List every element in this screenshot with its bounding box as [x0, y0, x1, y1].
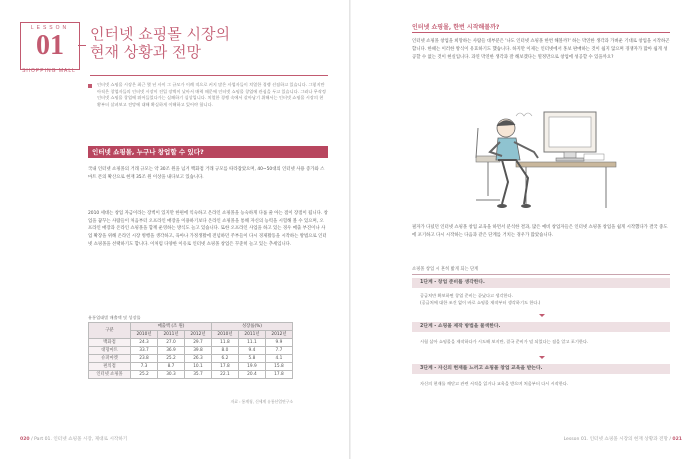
- table-cell: 29.7: [184, 339, 211, 347]
- step-1-body: [420, 292, 660, 306]
- step-3-line-1: 자신의 현재를 깨닫고 관련 서적을 읽거나 교육을 받으며 처음부터 다시 시작한다.: [420, 381, 569, 386]
- lesson-word: LESSON: [30, 25, 70, 31]
- step-1-header: [412, 278, 670, 288]
- table-row-label: 대형마트: [89, 347, 131, 355]
- table-row: [89, 363, 293, 371]
- left-footer-text: / Part 01. 인터넷 쇼핑몰 시장, 제대로 시작하기: [31, 437, 128, 442]
- table-cell: 17.8: [211, 363, 238, 371]
- table-cell: 20.4: [238, 371, 265, 379]
- table-cell: 7.7: [265, 347, 292, 355]
- table-cell: 8.7: [158, 363, 185, 371]
- table-row-label: 슈퍼마켓: [89, 355, 131, 363]
- steps-caption: 쇼핑몰 창업 시 흔히 밟게 되는 단계: [412, 267, 479, 272]
- title-rule: [90, 75, 328, 76]
- sales-table: [88, 322, 293, 379]
- right-paragraph-2: 필자가 다녔던 인터넷 쇼핑몰 창업 교육을 하면서 분석한 결과, 많은 예비 창업자들은 인터넷 쇼핑몰 창업을 쉽게 시작했다가 결국 중도에 포기하고 다시 시작하는 다음과 같은 단계를 거치는 경우가 많았습니다.: [412, 225, 668, 238]
- table-year: 2010년: [211, 331, 238, 339]
- table-cell: 6.2: [211, 355, 238, 363]
- table-row: [89, 355, 293, 363]
- table-cell: 30.3: [158, 371, 185, 379]
- table-caption: 유통업태별 매출액 및 성장률: [88, 315, 141, 320]
- left-page-number: 020: [20, 437, 30, 442]
- table-cell: 19.9: [238, 363, 265, 371]
- table-header-growth: 성장률(%): [211, 323, 292, 331]
- left-footer: [20, 436, 127, 442]
- lesson-number: 01: [36, 30, 64, 61]
- step-2-body: [420, 338, 660, 345]
- step-1-title: 1단계 - 창업 준비를 생각한다.: [420, 280, 485, 285]
- right-footer: [564, 436, 682, 442]
- right-paragraph-1: 인터넷 쇼핑몰 창업을 희망하는 사람들 대부분은 '나도 인터넷 쇼핑몰 한번 해볼까?' 하는 막연한 생각과 가벼운 기대로 창업을 시작하곤 합니다. 한때는 이러한 방식이 유효하기도 했습니다. 하지만 이제는 인터넷에서 홍보 판매하는 것이 쉽지 않으며 경쟁자가 많아 쉽게 성공할 수 없는 것이 현실입니다. 과연 막연한 생각과 잘 해보겠다는 열정만으로 창업에 성공할 수 있을까요?: [412, 39, 670, 60]
- lesson-title-line-1: 인터넷 쇼핑몰 시장의: [90, 25, 230, 43]
- table-row: [89, 371, 293, 379]
- step-3-title: 3단계 - 자신의 현재를 느끼고 쇼핑몰 창업 교육을 받는다.: [420, 366, 543, 371]
- table-body: [89, 339, 293, 379]
- table-cell: 10.1: [184, 363, 211, 371]
- table-cell: 5.8: [238, 355, 265, 363]
- table-cell: 25.2: [158, 355, 185, 363]
- table-cell: 33.7: [131, 347, 158, 355]
- table-cell: 11.1: [238, 339, 265, 347]
- lesson-label: SHOPPING MALL: [22, 68, 76, 74]
- table-header-type: 구분: [89, 323, 131, 339]
- table-cell: 9.4: [238, 347, 265, 355]
- man-at-desk-illustration-icon: [446, 108, 626, 212]
- table-cell: 39.8: [184, 347, 211, 355]
- table-cell: 35.7: [184, 371, 211, 379]
- step-2-title: 2단계 - 쇼핑몰 제작 방법을 물색한다.: [420, 324, 501, 329]
- table-row-label: 편의점: [89, 363, 131, 371]
- step-arrow-icon: [539, 356, 545, 359]
- table-cell: 25.2: [131, 371, 158, 379]
- step-2-line-1: 시험 삼아 쇼핑몰을 제작하다가 시도해 보지만, 결국 준비가 덜 되었다는 점을 알고 포기한다.: [420, 339, 589, 344]
- table-header-sales: 매출액 (조 원): [131, 323, 212, 331]
- table-cell: 36.9: [158, 347, 185, 355]
- table-cell: 27.0: [158, 339, 185, 347]
- table-cell: 9.9: [265, 339, 292, 347]
- table-cell: 7.3: [131, 363, 158, 371]
- body-paragraph-1: 국내 인터넷 쇼핑몰의 거래 규모는 약 30조 원을 넘겨 백화점 거래 규모를 따라잡았으며, 40~50대의 인터넷 사용 증가와 스마트 폰의 확산으로 현재 35조 원 이상을 내다보고 있습니다.: [88, 167, 325, 180]
- title-connector: [78, 45, 86, 46]
- intro-text: 인터넷 쇼핑몰 시장은 최근 몇 년 사이 그 규모가 이례 적으로 커지 많은 사업자들이 치열한 경쟁 선점하고 있습니다. 그렇지만 아직은 창업자들의 인터넷 시장이 진입 장벽이 낮아서 매력 때문에 인터넷 쇼핑몰 창업에 관심을 두고 있습니다. 그러나 무작정 인터넷 쇼핑몰 창업에 뛰어들었다가는 실패하기 십상입니다. 치열한 경쟁 속에서 살아남기 위해서는 인터넷 쇼핑몰 시장의 현황부터 살펴보고 전망에 대해 확실하게 이해하고 있어야 합니다.: [97, 82, 326, 107]
- table-year: 2010년: [131, 331, 158, 339]
- table-cell: 15.8: [265, 363, 292, 371]
- table-year: 2012년: [265, 331, 292, 339]
- table-year: 2012년: [184, 331, 211, 339]
- step-1-line-1: 공급처만 확보하면 창업 준비는 끝났다고 생각한다.: [420, 293, 513, 298]
- table-cell: 24.3: [131, 339, 158, 347]
- table-row: [89, 347, 293, 355]
- table-cell: 4.1: [265, 355, 292, 363]
- step-1-line-2: (공급처에 대한 조건 없이 바로 쇼핑몰 제작부터 생각하기도 한다.): [420, 300, 541, 305]
- table-cell: 22.1: [211, 371, 238, 379]
- table-row-label: 백화점: [89, 339, 131, 347]
- step-2-header: [412, 322, 670, 332]
- steps-rule: [412, 274, 670, 275]
- table-year: 2011년: [158, 331, 185, 339]
- table-row: [89, 339, 293, 347]
- table-cell: 23.8: [131, 355, 158, 363]
- right-page: [350, 0, 700, 459]
- step-3-header: [412, 364, 670, 374]
- lesson-badge: [20, 22, 80, 70]
- table-cell: 11.8: [211, 339, 238, 347]
- section-title: 인터넷 쇼핑몰, 누구나 창업할 수 있다?: [92, 148, 204, 156]
- body-paragraph-2: 2010 세대는 창업 자금이라는 장벽이 있지만 한편에 익숙하고 온라인 쇼핑몰을 능숙하게 다룰 줄 아는 점이 장점이 됩니다. 창업을 꿈꾸는 사람들이 처음부터 오프라인 매장을 이용하기보다 온라인 쇼핑몰을 통해 자신의 능력을 시험해 볼 수 있으며, 오프라인 매장과 온라인 쇼핑몰을 함께 운영하는 방식도 늘고 있습니다. 또한 오프라인 사업을 하고 있는 경우 매출 부진이나 사업 확장을 위해 온라인 시장 병행을 생각하고, 육아나 가정생활에 전념하던 주부들이 다시 경제활동을 시작하는 방법으로 인터넷 쇼핑몰을 선택하기도 합니다. 이처럼 다양한 이유로 인터넷 쇼핑몰 창업은 꾸준히 늘고 있는 추세입니다.: [88, 211, 328, 247]
- table-cell: 26.3: [184, 355, 211, 363]
- lesson-title: [90, 25, 230, 61]
- lesson-title-line-2: 현재 상황과 전망: [90, 43, 201, 61]
- right-page-number: 021: [672, 437, 682, 442]
- step-3-body: [420, 380, 660, 387]
- table-year: 2011년: [238, 331, 265, 339]
- table-row-label: 인터넷 쇼핑몰: [89, 371, 131, 379]
- right-footer-text: Lesson 01. 인터넷 쇼핑몰 시장의 현재 상황과 전망 /: [563, 437, 671, 442]
- table-cell: 8.0: [211, 347, 238, 355]
- step-arrow-icon: [539, 314, 545, 317]
- right-heading: 인터넷 쇼핑몰, 한번 시작해볼까?: [412, 24, 500, 31]
- intro-bullet-icon: [88, 84, 92, 88]
- right-heading-rule: [412, 32, 670, 33]
- table-source: 자료 : 통계청, 신세계 유통산업연구소: [230, 399, 293, 404]
- table-cell: 17.8: [265, 371, 292, 379]
